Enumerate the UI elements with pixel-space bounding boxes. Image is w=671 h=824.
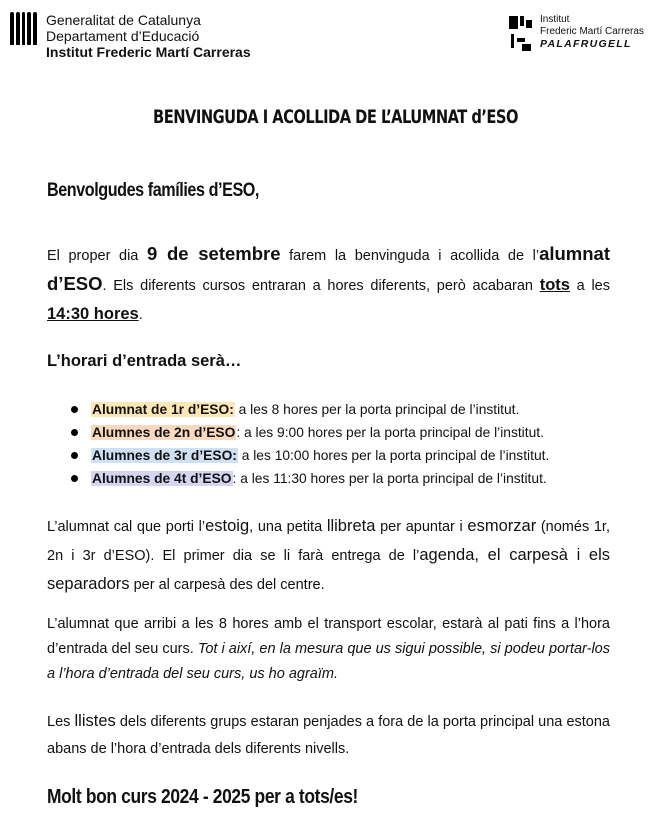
- bullet-icon: [71, 475, 78, 482]
- transport-paragraph: [47, 612, 610, 687]
- gencat-logo-icon: [10, 12, 37, 45]
- schedule-heading: L’horari d’entrada serà…: [47, 352, 242, 370]
- gencat-header: [10, 12, 251, 60]
- schedule-item-label: Alumnes de 2n d’ESO: [92, 425, 236, 440]
- intro-text-3: . Els diferents cursos entraran a hores diferents, però acabaran: [102, 278, 540, 294]
- schedule-item: [47, 467, 637, 490]
- intro-text-5: .: [138, 307, 143, 323]
- greeting: Benvolgudes famílies d’ESO,: [47, 180, 259, 201]
- schedule-item: [47, 398, 637, 421]
- intro-paragraph: [47, 240, 610, 329]
- institute-logo-icon: [507, 14, 534, 54]
- lists-text-1: Les: [47, 714, 75, 730]
- materials-text-2: , una petita: [249, 519, 327, 535]
- schedule-item-text: a les 8 hores per la porta principal de l’institut.: [234, 402, 520, 417]
- page-title: BENVINGUDA I ACOLLIDA DE L’ALUMNAT d’ESO: [153, 106, 518, 128]
- bullet-icon: [71, 406, 78, 413]
- lists-paragraph: [47, 708, 610, 763]
- materials-word-4: agenda, el carpesà i els separadors: [47, 546, 611, 593]
- materials-word-2: llibreta: [326, 517, 376, 535]
- schedule-item-text: : a les 11:30 hores per la porta principal de l’institut.: [232, 471, 547, 486]
- schedule-item-label: Alumnes de 3r d’ESO:: [92, 448, 237, 463]
- intro-who: alumnat d’ESO: [47, 243, 610, 294]
- schedule-item: [47, 444, 637, 467]
- intro-all: tots: [539, 276, 570, 294]
- intro-text-2: farem la benvinguda i acollida de l’: [280, 248, 540, 264]
- inst-line-1: Institut: [540, 14, 570, 25]
- intro-date: 9 de setembre: [146, 243, 281, 264]
- school-name: Institut Frederic Martí Carreras: [46, 44, 251, 60]
- closing-line: Molt bon curs 2024 - 2025 per a tots/es!: [47, 786, 358, 808]
- intro-text-1: El proper dia: [47, 248, 147, 264]
- gov-line-1: Generalitat de Catalunya: [46, 12, 201, 28]
- inst-line-2: Frederic Martí Carreras: [540, 26, 644, 37]
- gencat-text-block: [46, 12, 251, 60]
- lists-text-2: dels diferents grups estaran penjades a fora de la porta principal una estona abans de l’hora d’entrada dels diferents nivells.: [47, 714, 610, 757]
- bullet-icon: [71, 452, 78, 459]
- institute-logo-block: [507, 14, 644, 54]
- schedule-item-label: Alumnat de 1r d’ESO:: [92, 402, 234, 417]
- schedule-item-text: a les 10:00 hores per la porta principal de l’institut.: [237, 448, 550, 463]
- schedule-item-text: : a les 9:00 hores per la porta principal de l’institut.: [236, 425, 544, 440]
- gov-line-2: Departament d’Educació: [46, 28, 200, 44]
- transport-text-2: Tot i així, en la mesura que us sigui possible, si podeu portar-los a l’hora d’entrada del seu curs, us ho agraïm.: [47, 641, 610, 682]
- bullet-icon: [71, 429, 78, 436]
- materials-text-3: per apuntar i: [375, 519, 468, 535]
- inst-city: PALAFRUGELL: [540, 38, 632, 50]
- materials-paragraph: [47, 512, 610, 599]
- schedule-item: [47, 421, 637, 444]
- materials-word-3: esmorzar: [467, 517, 537, 535]
- institute-text: [540, 14, 644, 54]
- intro-end-time: 14:30 hores: [47, 305, 139, 323]
- materials-word-1: estoig: [205, 517, 250, 535]
- materials-text-5: per al carpesà des del centre.: [129, 577, 325, 593]
- schedule-item-label: Alumnes de 4t d’ESO: [92, 471, 232, 486]
- materials-text-1: L’alumnat cal que porti l’: [47, 519, 206, 535]
- intro-text-4: a les: [569, 278, 610, 294]
- transport-text-1: L’alumnat que arribi a les 8 hores amb el transport escolar, estarà al pati fins a l’hora d’entrada del seu curs.: [47, 616, 610, 657]
- lists-word-1: llistes: [74, 712, 116, 730]
- materials-text-4: (només 1r, 2n i 3r d’ESO). El primer dia se li farà entrega de l’: [47, 519, 610, 564]
- schedule-list: [47, 398, 637, 490]
